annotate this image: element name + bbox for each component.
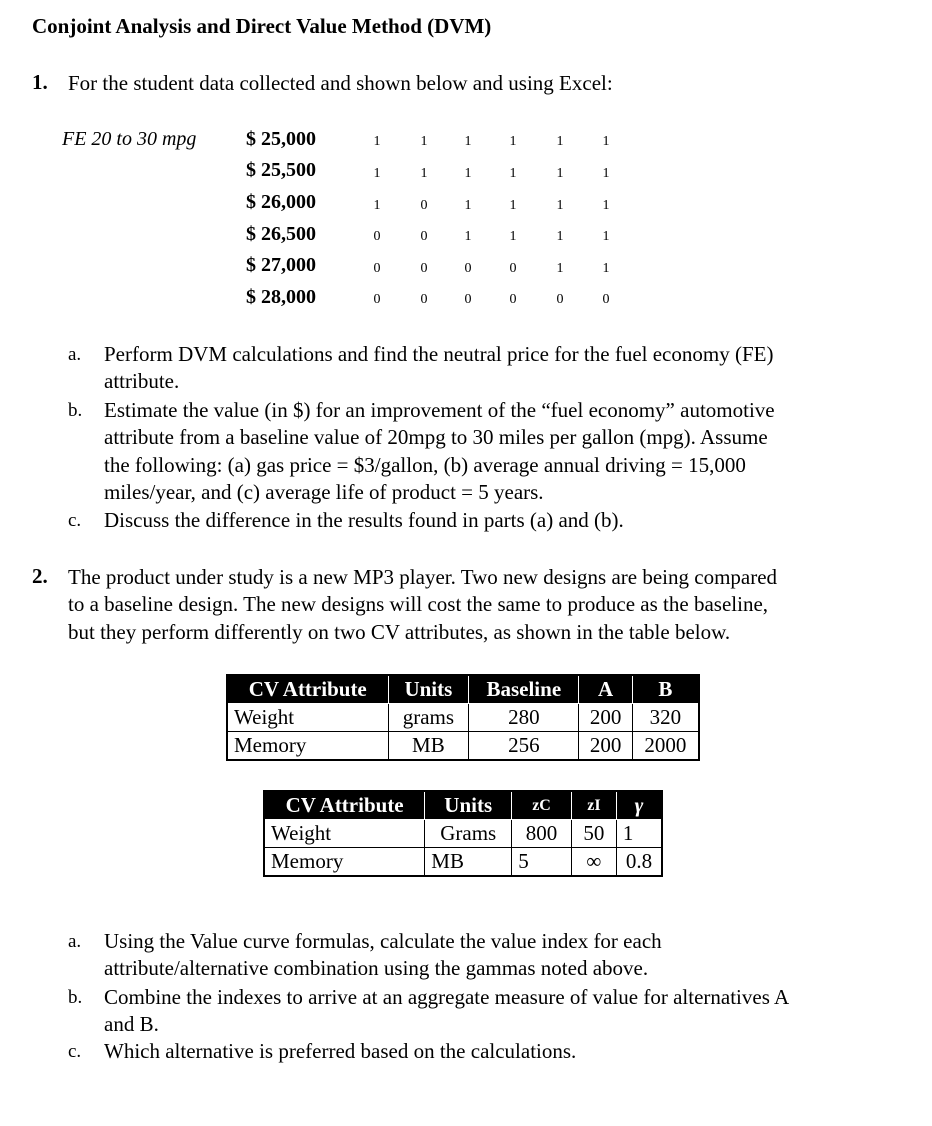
response-cell: 1 (556, 166, 564, 181)
cell-baseline: 256 (469, 732, 579, 761)
cell-zc: 5 (512, 848, 572, 877)
page-title: Conjoint Analysis and Direct Value Method (DVM) (32, 14, 492, 38)
part-text-line: miles/year, and (c) average life of product = 5 years. (104, 480, 544, 504)
header-zi: zI (571, 791, 616, 820)
response-cell: 1 (373, 198, 381, 213)
part-letter: a. (68, 931, 82, 952)
part-text-line: Combine the indexes to arrive at an aggregate measure of value for alternatives A (104, 985, 790, 1009)
part-text-line: attribute/alternative combination using the gammas noted above. (104, 956, 649, 980)
response-cell: 1 (509, 229, 517, 244)
response-cell: 0 (602, 292, 610, 307)
header-baseline: Baseline (469, 675, 579, 704)
cell-b: 320 (632, 704, 699, 732)
table-header-row (264, 791, 662, 820)
price-label: $ 26,500 (246, 223, 316, 245)
cell-b: 2000 (632, 732, 699, 761)
cell-attribute: Memory (264, 848, 425, 877)
part-letter: b. (68, 987, 83, 1008)
question-2-text-line: The product under study is a new MP3 player. Two new designs are being compared (68, 565, 778, 589)
cell-gamma: 1 (616, 820, 662, 848)
header-b: B (632, 675, 699, 704)
price-label: $ 25,500 (246, 159, 316, 181)
response-cell: 1 (556, 198, 564, 213)
response-cell: 1 (602, 134, 610, 149)
response-cell: 0 (420, 229, 428, 244)
question-1-number: 1. (32, 70, 48, 94)
header-zc: zC (512, 791, 572, 820)
response-cell: 1 (556, 261, 564, 276)
response-cell: 0 (464, 261, 472, 276)
part-letter: c. (68, 510, 82, 531)
part-text-line: and B. (104, 1012, 159, 1036)
cell-a: 200 (579, 732, 632, 761)
cell-units: Grams (425, 820, 512, 848)
response-cell: 1 (373, 134, 381, 149)
price-label: $ 28,000 (246, 286, 316, 308)
cell-zc: 800 (512, 820, 572, 848)
cell-a: 200 (579, 704, 632, 732)
cell-units: MB (388, 732, 469, 761)
fe-label: FE 20 to 30 mpg (62, 128, 197, 150)
question-2-text-line: but they perform differently on two CV attributes, as shown in the table below. (68, 620, 731, 644)
question-2-text-line: to a baseline design. The new designs will cost the same to produce as the baseline, (68, 592, 769, 616)
question-1-text: For the student data collected and shown below and using Excel: (68, 71, 613, 95)
question-2-number: 2. (32, 564, 48, 588)
response-cell: 1 (602, 261, 610, 276)
response-cell: 0 (420, 198, 428, 213)
part-text-line: the following: (a) gas price = $3/gallon, (b) average annual driving = 15,000 (104, 453, 746, 477)
response-cell: 1 (509, 166, 517, 181)
part-text-line: Which alternative is preferred based on the calculations. (104, 1039, 577, 1063)
cell-units: MB (425, 848, 512, 877)
response-cell: 0 (509, 292, 517, 307)
part-letter: a. (68, 344, 82, 365)
header-cv-attribute: CV Attribute (264, 791, 425, 820)
table-header-row (227, 675, 699, 704)
cell-zi: 50 (571, 820, 616, 848)
cell-baseline: 280 (469, 704, 579, 732)
response-cell: 1 (602, 229, 610, 244)
part-text-line: Perform DVM calculations and find the neutral price for the fuel economy (FE) (104, 342, 774, 366)
part-letter: c. (68, 1041, 82, 1062)
part-text-line: Discuss the difference in the results found in parts (a) and (b). (104, 508, 624, 532)
response-cell: 0 (420, 292, 428, 307)
response-cell: 1 (420, 134, 428, 149)
table-row (264, 848, 662, 877)
price-label: $ 27,000 (246, 254, 316, 276)
table-row (264, 820, 662, 848)
response-cell: 1 (509, 198, 517, 213)
part-text-line: attribute. (104, 369, 180, 393)
cell-attribute: Weight (264, 820, 425, 848)
response-cell: 0 (373, 292, 381, 307)
response-cell: 0 (556, 292, 564, 307)
header-gamma: γ (616, 791, 662, 820)
response-cell: 0 (373, 229, 381, 244)
response-cell: 1 (556, 134, 564, 149)
value-curve-parameters-table (263, 790, 663, 877)
cell-units: grams (388, 704, 469, 732)
part-text-line: attribute from a baseline value of 20mpg to 30 miles per gallon (mpg). Assume (104, 425, 768, 449)
response-cell: 0 (420, 261, 428, 276)
response-cell: 1 (464, 229, 472, 244)
part-letter: b. (68, 400, 83, 421)
response-cell: 1 (602, 198, 610, 213)
response-cell: 1 (464, 134, 472, 149)
price-label: $ 25,000 (246, 128, 316, 150)
cell-zi: ∞ (571, 848, 616, 877)
cell-attribute: Memory (227, 732, 388, 761)
response-cell: 0 (464, 292, 472, 307)
part-text-line: Estimate the value (in $) for an improvement of the “fuel economy” automotive (104, 398, 775, 422)
response-cell: 1 (464, 166, 472, 181)
part-text-line: Using the Value curve formulas, calculate the value index for each (104, 929, 662, 953)
response-cell: 1 (464, 198, 472, 213)
header-cv-attribute: CV Attribute (227, 675, 388, 704)
table-row (227, 732, 699, 761)
response-cell: 1 (602, 166, 610, 181)
response-cell: 0 (509, 261, 517, 276)
price-label: $ 26,000 (246, 191, 316, 213)
response-cell: 1 (509, 134, 517, 149)
alternatives-table (226, 674, 700, 761)
header-units: Units (425, 791, 512, 820)
response-cell: 1 (373, 166, 381, 181)
response-cell: 1 (420, 166, 428, 181)
header-a: A (579, 675, 632, 704)
response-cell: 0 (373, 261, 381, 276)
cell-gamma: 0.8 (616, 848, 662, 877)
header-units: Units (388, 675, 469, 704)
cell-attribute: Weight (227, 704, 388, 732)
response-cell: 1 (556, 229, 564, 244)
table-row (227, 704, 699, 732)
